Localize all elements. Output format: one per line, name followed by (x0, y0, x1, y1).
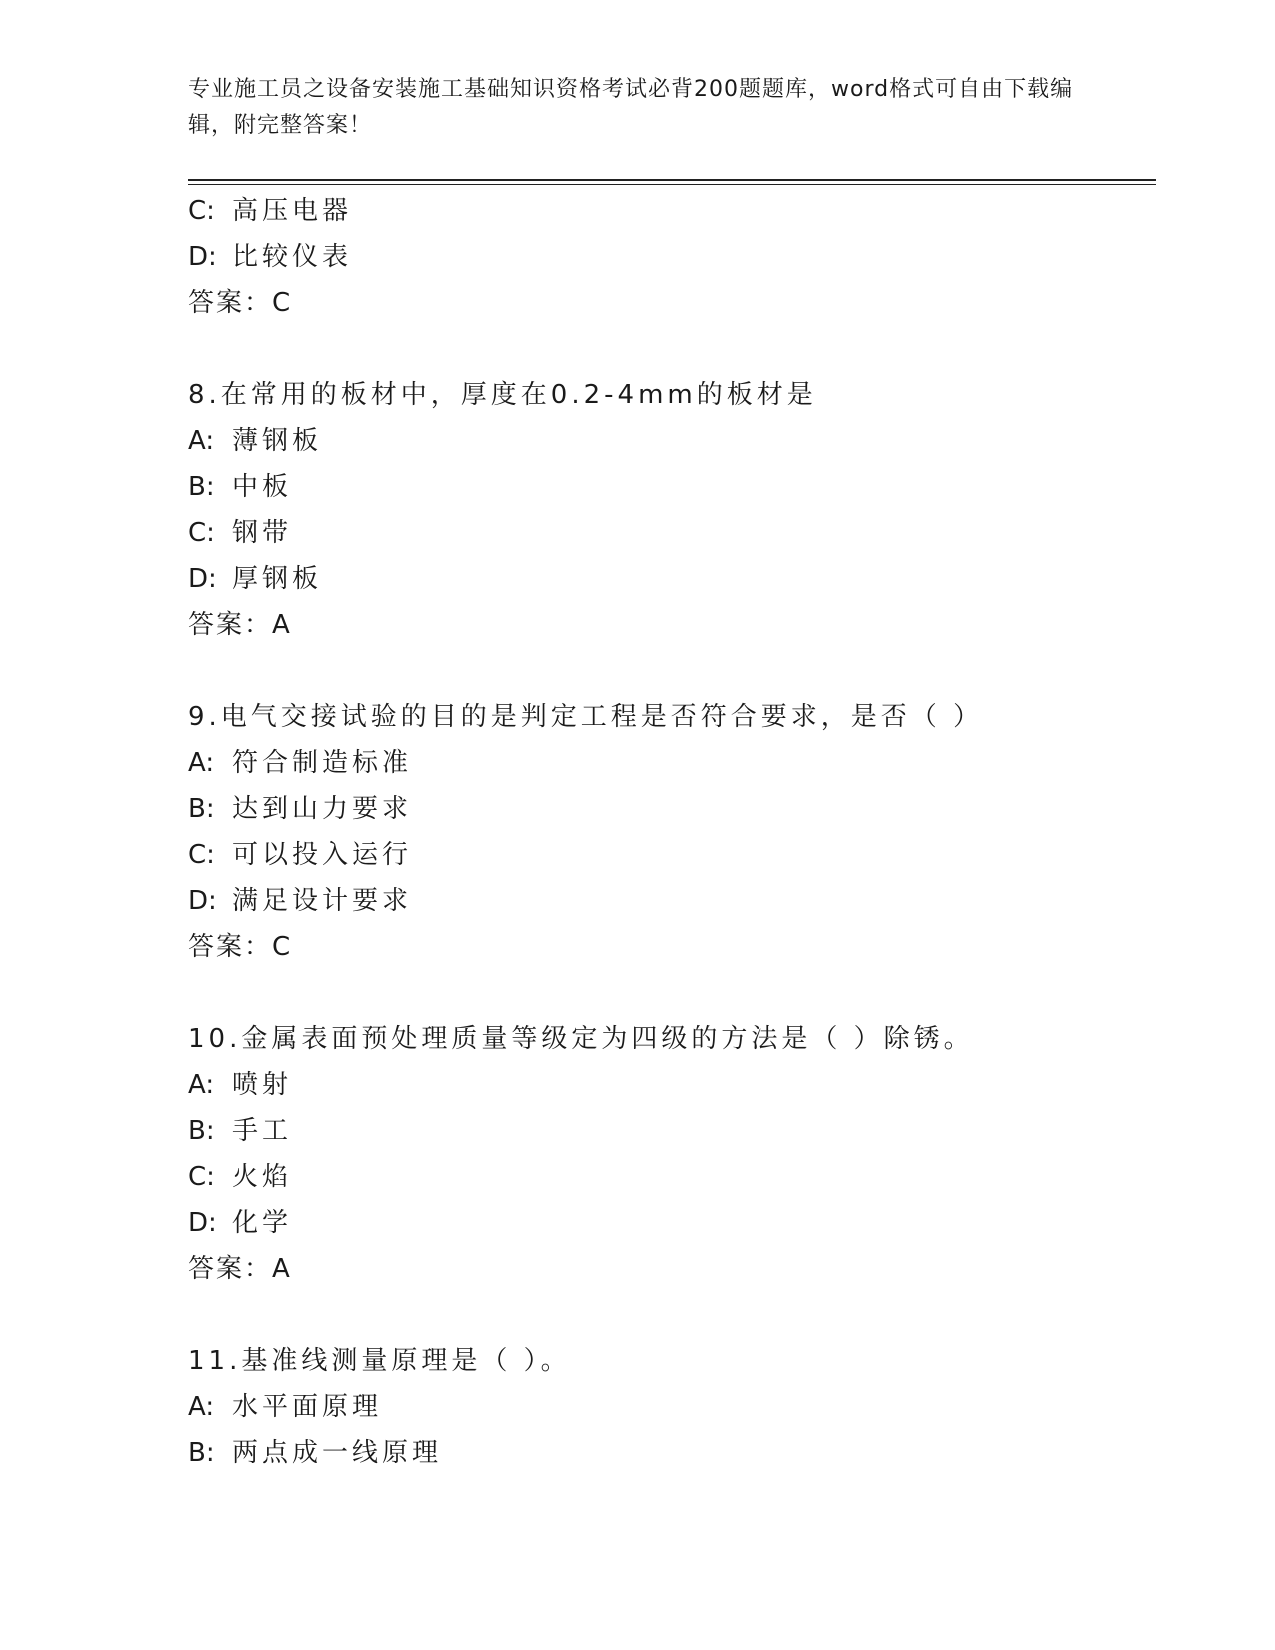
option-a (188, 740, 1156, 786)
option-letter: D: (188, 242, 217, 272)
question-stem: 11.基准线测量原理是（ ）。 (188, 1346, 571, 1376)
option-d (188, 234, 1156, 280)
option-text: 两点成一线原理 (232, 1438, 443, 1468)
answer-line: 答案：C (188, 932, 293, 962)
option-text: 火焰 (232, 1162, 293, 1192)
option-c (188, 188, 1156, 234)
option-a (188, 418, 1156, 464)
option-c (188, 510, 1156, 556)
option-b (188, 1430, 1156, 1476)
option-d (188, 556, 1156, 602)
option-text: 符合制造标准 (232, 748, 413, 778)
option-letter: A: (188, 426, 215, 456)
option-b (188, 786, 1156, 832)
option-text: 手工 (232, 1116, 293, 1146)
option-letter: A: (188, 1392, 215, 1422)
option-text: 达到山力要求 (232, 794, 413, 824)
option-letter: D: (188, 886, 217, 916)
answer-line: 答案：A (188, 1254, 292, 1284)
option-letter: C: (188, 840, 215, 870)
header-rule (188, 179, 1156, 181)
option-letter: D: (188, 564, 217, 594)
question-stem: 8.在常用的板材中，厚度在0.2-4mm的板材是 (188, 380, 817, 410)
header-rule-thin (188, 184, 1156, 185)
answer-line: 答案：C (188, 288, 293, 318)
option-text: 薄钢板 (232, 426, 323, 456)
spacer (188, 970, 1156, 1016)
option-c (188, 832, 1156, 878)
option-b (188, 464, 1156, 510)
option-letter: C: (188, 1162, 215, 1192)
option-text: 比较仪表 (232, 242, 353, 272)
option-letter: B: (188, 1116, 215, 1146)
spacer (188, 648, 1156, 694)
question-stem: 10.金属表面预处理质量等级定为四级的方法是（ ）除锈。 (188, 1024, 974, 1054)
option-a (188, 1062, 1156, 1108)
option-d (188, 878, 1156, 924)
option-letter: B: (188, 794, 215, 824)
option-text: 可以投入运行 (232, 840, 413, 870)
document-header: 专业施工员之设备安装施工基础知识资格考试必背200题题库，word格式可自由下载编辑，附完整答案！ (188, 77, 1074, 138)
option-letter: D: (188, 1208, 217, 1238)
option-text: 满足设计要求 (232, 886, 413, 916)
option-text: 喷射 (232, 1070, 293, 1100)
option-text: 钢带 (232, 518, 293, 548)
option-letter: A: (188, 1070, 215, 1100)
spacer (188, 326, 1156, 372)
option-letter: B: (188, 472, 215, 502)
option-b (188, 1108, 1156, 1154)
option-a (188, 1384, 1156, 1430)
question-stem: 9.电气交接试验的目的是判定工程是否符合要求，是否（ ） (188, 702, 984, 732)
option-text: 高压电器 (232, 196, 353, 226)
option-text: 中板 (232, 472, 293, 502)
option-text: 厚钢板 (232, 564, 323, 594)
option-d (188, 1200, 1156, 1246)
option-text: 化学 (232, 1208, 293, 1238)
option-letter: A: (188, 748, 215, 778)
option-letter: C: (188, 518, 215, 548)
spacer (188, 1292, 1156, 1338)
option-letter: C: (188, 196, 215, 226)
answer-line: 答案：A (188, 610, 292, 640)
option-letter: B: (188, 1438, 215, 1468)
option-c (188, 1154, 1156, 1200)
question-list (188, 188, 1156, 1476)
option-text: 水平面原理 (232, 1392, 383, 1422)
